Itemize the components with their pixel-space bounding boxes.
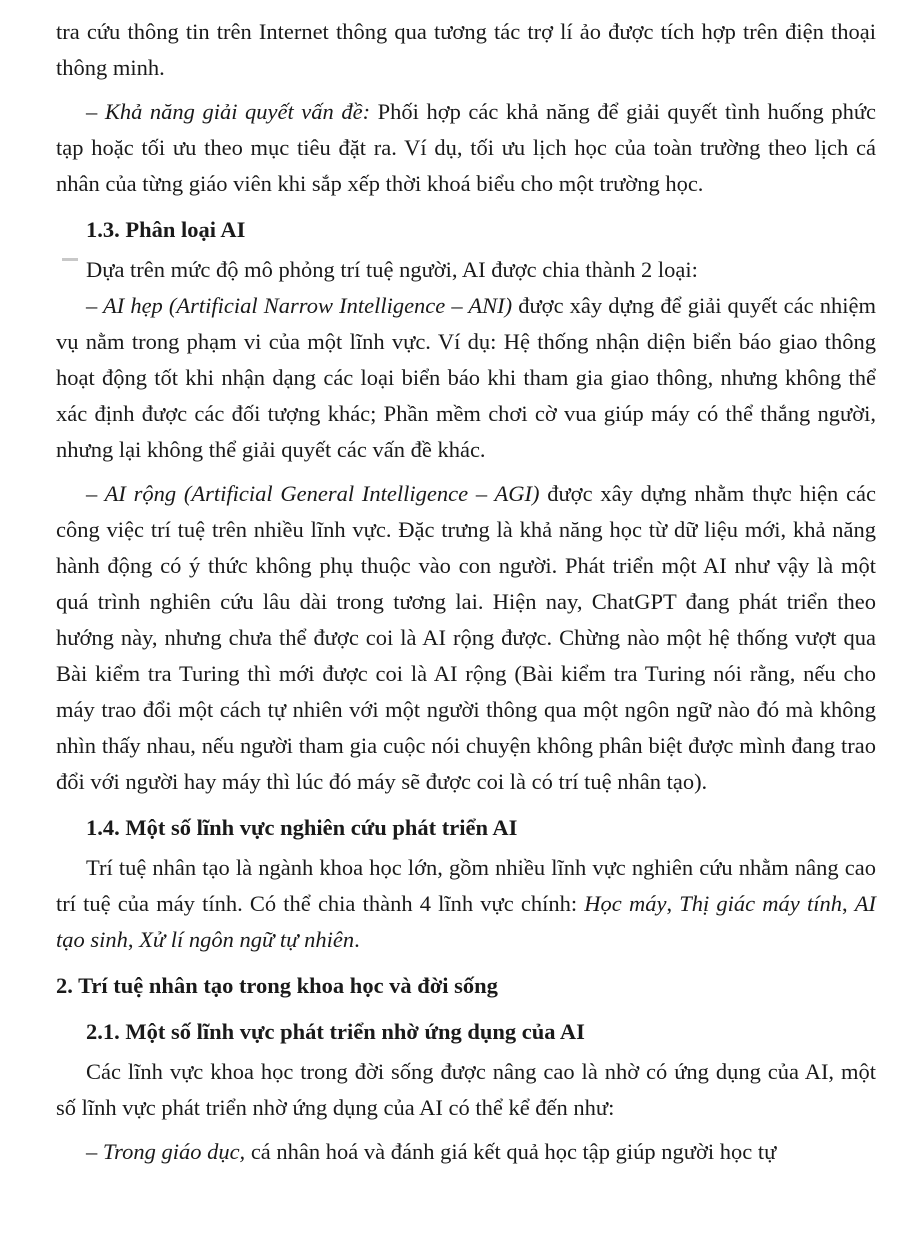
agi-paragraph <box>56 476 876 800</box>
problem-solving-dash: – <box>86 99 105 124</box>
field-separator: , <box>666 891 680 916</box>
field-separator: , <box>127 927 140 952</box>
heading-2-1: 2.1. Một số lĩnh vực phát triển nhờ ứng dụng của AI <box>86 1019 585 1044</box>
problem-solving-paragraph <box>56 94 876 202</box>
agi-term: – AI rộng (Artificial General Intelligence – AGI) <box>86 481 540 506</box>
field-end: . <box>354 927 360 952</box>
ani-paragraph <box>56 288 876 468</box>
ai-fields-paragraph <box>56 850 876 958</box>
margin-mark <box>62 258 78 261</box>
education-term: Trong giáo dục, <box>102 1139 246 1164</box>
ani-term: – AI hẹp (Artificial Narrow Intelligence – ANI) <box>86 293 513 318</box>
ani-body: được xây dựng để giải quyết các nhiệm vụ nằm trong phạm vi của một lĩnh vực. Ví dụ: Hệ thống nhận diện biển báo giao thông hoạt động tốt khi nhận dạng các loại biển báo khi tham gia giao thông, nhưng không thể xác định được các đối tượng khác; Phần mềm chơi cờ vua giúp máy có thể thắng người, nhưng lại không thể giải quyết các vấn đề khác. <box>56 293 876 462</box>
problem-solving-term: Khả năng giải quyết vấn đề: <box>104 99 371 124</box>
agi-body: được xây dựng nhằm thực hiện các công việc trí tuệ trên nhiều lĩnh vực. Đặc trưng là khả năng học từ dữ liệu mới, khả năng hành động có ý thức không phụ thuộc vào con người. Phát triển một AI như vậy là một quá trình nghiên cứu lâu dài trong tương lai. Hiện nay, ChatGPT đang phát triển theo hướng này, nhưng chưa thể được coi là AI rộng được. Chừng nào một hệ thống vượt qua Bài kiểm tra Turing thì mới được coi là AI rộng (Bài kiểm tra Turing nói rằng, nếu cho máy trao đổi một cách tự nhiên với một người thông qua một ngôn ngữ nào đó mà không nhìn thấy nhau, nếu người tham gia cuộc nói chuyện không phân biệt được mình đang trao đổi với người hay máy thì lúc đó máy sẽ được coi là có trí tuệ nhân tạo). <box>56 481 876 794</box>
problem-solving-body: Phối hợp các khả năng để giải quyết tình huống phức tạp hoặc tối ưu theo mục tiêu đặt ra. Ví dụ, tối ưu lịch học của toàn trường theo lịch cá nhân của từng giáo viên khi sắp xếp thời khoá biểu cho một trường học. <box>56 99 876 196</box>
field-generative-ai: AI tạo sinh <box>56 891 877 952</box>
education-body: cá nhân hoá và đánh giá kết quả học tập giúp người học tự <box>245 1139 777 1164</box>
field-machine-learning: Học máy <box>584 891 667 916</box>
applications-intro: Các lĩnh vực khoa học trong đời sống được nâng cao là nhờ có ứng dụng của AI, một số lĩnh vực phát triển nhờ ứng dụng của AI có thể kể đến như: <box>56 1059 876 1120</box>
heading-1-4: 1.4. Một số lĩnh vực nghiên cứu phát triển AI <box>86 815 518 840</box>
field-nlp: Xử lí ngôn ngữ tự nhiên <box>139 927 355 952</box>
education-dash: – <box>86 1139 103 1164</box>
classification-intro: Dựa trên mức độ mô phỏng trí tuệ người, AI được chia thành 2 loại: <box>86 257 698 282</box>
ai-fields-body: Trí tuệ nhân tạo là ngành khoa học lớn, gồm nhiều lĩnh vực nghiên cứu nhằm nâng cao trí tuệ của máy tính. Có thể chia thành 4 lĩnh vực chính: <box>56 855 876 916</box>
field-computer-vision: Thị giác máy tính <box>679 891 842 916</box>
intro-paragraph-tail: tra cứu thông tin trên Internet thông qua tương tác trợ lí ảo được tích hợp trên điện thoại thông minh. <box>56 19 876 80</box>
heading-2: 2. Trí tuệ nhân tạo trong khoa học và đời sống <box>56 973 498 998</box>
education-paragraph <box>56 1134 876 1170</box>
heading-1-3: 1.3. Phân loại AI <box>86 217 246 242</box>
field-separator: , <box>841 891 855 916</box>
